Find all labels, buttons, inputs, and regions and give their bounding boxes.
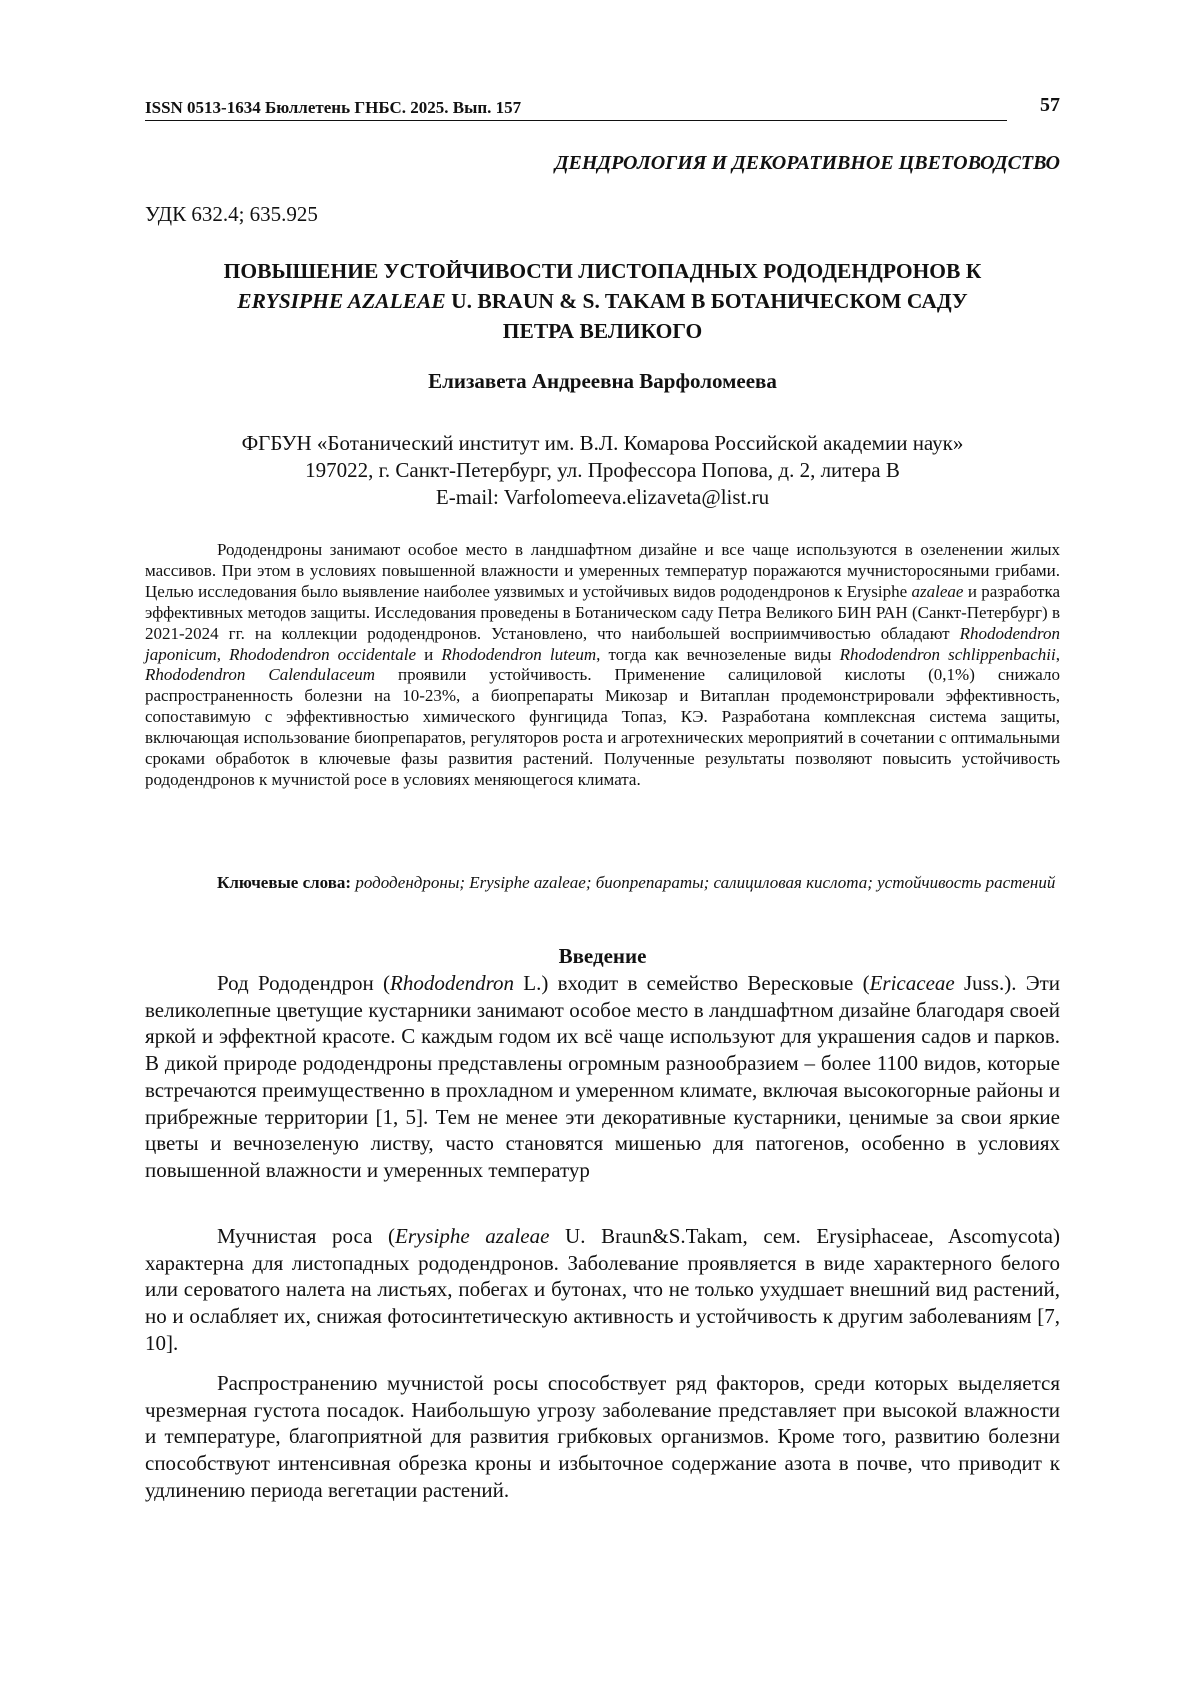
abstract-part: , тогда как вечнозеленые виды [596,644,840,664]
genus-name: Rhododendron [390,971,515,995]
species-name: Rhododendron Calendulaceum [145,665,376,685]
affiliation-email: E-mail: Varfolomeeva.elizaveta@list.ru [435,485,770,509]
species-name: Rhododendron japonicum [145,623,1060,664]
paragraph-text: Мучнистая роса ( [217,1224,396,1248]
header-rule [145,120,1007,121]
abstract-part: , [216,644,230,664]
abstract-part: Рододендроны занимают особое место в ландшафтном дизайне и все чаще используются в озеленении жилых массивов. При этом в условиях повышенной влажности и умеренных температур поражаются мучнисторосяными грибами. Целью исследования было выявление наиболее уязвимых и устойчивых видов рододендронов к Erysiphe [145,540,1060,601]
keywords-label: Ключевые слова: [217,873,352,892]
udk-code: УДК 632.4; 635.925 [145,202,318,226]
abstract-part: проявили устойчивость. Применение салициловой кислоты (0,1%) снижало распространенность болезни на 10-23%, а биопрепараты Микозар и Витаплан продемонстрировали эффективность, сопоставимую с эффективностью химического фунгицида Топаз, КЭ. Разработана комплексная система защиты, включающая использование биопрепаратов, регуляторов роста и агротехнических мероприятий в сочетании с оптимальными сроками обработок в ключевые фазы развития растений. Полученные результаты позволяют повысить устойчивость рододендронов к мучнистой росе в условиях меняющегося климата. [145,665,1060,789]
paragraph-text: Род Рододендрон ( [217,971,391,995]
keywords-text: рододендроны; Erysiphe azaleae; биопрепараты; салициловая кислота; устойчивость растений [351,873,1056,892]
intro-heading: Введение [558,944,647,968]
affiliation [145,430,1060,511]
paper-title [145,256,1060,346]
body-paragraph-1 [145,970,1060,1184]
title-line-2: U. BRAUN & S. TAKAM В БОТАНИЧЕСКОМ САДУ [445,289,968,313]
body-paragraph-2 [145,1223,1060,1357]
abstract-part: и разработка эффективных методов защиты. Исследования проведены в Ботаническом саду Петра Великого БИН РАН (Санкт-Петербург) в 2021-2024 гг. на коллекции рододендронов. Установлено, что наибольшей восприимчивостью обладают [145,581,1060,643]
family-name: Ericaceae [869,971,955,995]
species-name: Rhododendron occidentale [229,644,417,664]
species-name: Erysiphe azaleae [395,1224,550,1248]
page-number: 57 [1040,94,1060,116]
keywords [145,872,1060,893]
abstract-italic: azaleae [911,581,964,601]
abstract-part: и [416,644,442,664]
abstract-part: , [1055,644,1061,664]
section-title: ДЕНДРОЛОГИЯ И ДЕКОРАТИВНОЕ ЦВЕТОВОДСТВО [554,152,1060,174]
paragraph-text: Juss.). Эти великолепные цветущие кустарники занимают особое место в ландшафтном дизайне благодаря своей яркой и эффектной красоте. С каждым годом их всё чаще используют для украшения садов и парков. В дикой природе рододендроны представлены огромным разнообразием – более 1100 видов, которые встречаются преимущественно в прохладном и умеренном климате, включая высокогорные районы и прибрежные территории [1, 5]. Тем не менее эти декоративные кустарники, ценимые за свои яркие цветы и вечнозеленую листву, часто становятся мишенью для патогенов, особенно в условиях повышенной влажности и умеренных температур [145,971,1060,1182]
abstract [145,540,1060,791]
body-paragraph-3: Распространению мучнистой росы способствует ряд факторов, среди которых выделяется чрезмерная густота посадок. Наибольшую угрозу заболевание представляет при высокой влажности и температуре, благоприятной для развития грибковых организмов. Кроме того, развитию болезни способствуют интенсивная обрезка кроны и избыточное содержание азота в почве, что приводит к удлинению периода вегетации растений. [145,1371,1060,1502]
title-species: ERYSIPHE AZALEAE [237,289,446,313]
title-line-3: ПЕТРА ВЕЛИКОГО [502,319,703,343]
journal-header: ISSN 0513-1634 Бюллетень ГНБС. 2025. Вып. 157 [145,98,522,117]
running-header [145,94,1060,124]
paragraph-text: L.) входит в семейство Вересковые ( [514,971,870,995]
affiliation-address: 197022, г. Санкт-Петербург, ул. Профессора Попова, д. 2, литера В [305,458,900,482]
species-name: Rhododendron schlippenbachii [839,644,1056,664]
affiliation-institute: ФГБУН «Ботанический институт им. В.Л. Комарова Российской академии наук» [241,431,964,455]
species-name: Rhododendron luteum [441,644,597,664]
title-line-1: ПОВЫШЕНИЕ УСТОЙЧИВОСТИ ЛИСТОПАДНЫХ РОДОДЕНДРОНОВ К [223,259,982,283]
author-name: Елизавета Андреевна Варфоломеева [428,369,777,393]
paragraph-text: U. Braun&S.Takam, сем. Erysiphaceae, Ascomycota) характерна для листопадных рододендронов. Заболевание проявляется в виде характерного белого или сероватого налета на листьях, побегах и бутонах, что не только ухудшает внешний вид растений, но и ослабляет их, снижая фотосинтетическую активность и устойчивость к другим заболеваниям [7, 10]. [145,1224,1060,1355]
